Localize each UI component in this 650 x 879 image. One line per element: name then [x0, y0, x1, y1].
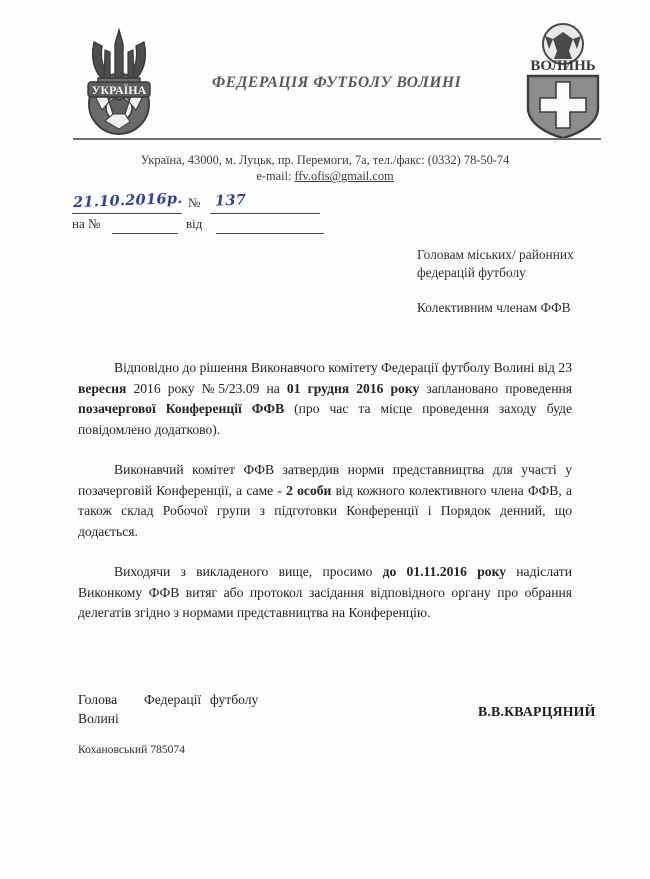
volyn-federation-logo-icon	[508, 22, 618, 140]
p2-part-a: Виконавчий комітет ФФВ затвердив норми представництва для участі у позачерговій Конференції, а саме -	[78, 462, 572, 498]
on-number-blank-line	[112, 233, 178, 234]
p1-bold-september: вересня	[78, 380, 127, 396]
contact-block	[60, 153, 590, 184]
letterhead	[0, 0, 650, 140]
outgoing-date-handwritten: 21.10.2016р.	[72, 189, 183, 212]
signatory-title-word-1: Голова	[78, 692, 118, 707]
signatory-title-line-2: Волині	[78, 711, 119, 726]
ukraine-logo-label: УКРАЇНА	[91, 83, 147, 97]
outgoing-number-handwritten: 137	[214, 191, 247, 210]
p3-bold-deadline: до 01.11.2016 року	[382, 564, 507, 579]
number-underline	[210, 213, 320, 214]
volyn-logo-label: ВОЛИНЬ	[530, 58, 596, 74]
number-symbol: №	[188, 195, 201, 210]
p3-part-c: надіслати Виконкому ФФВ витяг або протокол засідання відповідного органу про обрання делегатів згідно з нормами представництва на Конференцію.	[78, 564, 572, 620]
signatory-title-word-3: футболу	[210, 692, 259, 707]
p1-bold-conference: позачергової Конференції ФФВ	[78, 401, 285, 416]
document-executor: Кохановський 785074	[78, 743, 186, 756]
signatory-title-word-2: Федерації	[144, 692, 202, 707]
reference-block	[70, 189, 330, 236]
addressee-line-3: Колективним членам ФФВ	[417, 300, 571, 315]
signatory-title	[78, 690, 408, 728]
p1-bold-date: 01 грудня 2016 року	[286, 380, 420, 396]
email-label: e-mail:	[256, 169, 292, 183]
p2-part-c: від кожного колективного члена ФФВ, а також склад Робочої групи з підготовки Конференції і Порядок денний, що додається.	[78, 482, 572, 539]
p2-bold-quota: 2 особи	[286, 482, 332, 498]
paragraph-2	[78, 460, 572, 542]
email-address[interactable]: ffv.ofis@gmail.com	[294, 169, 394, 183]
organisation-title: ФЕДЕРАЦІЯ ФУТБОЛУ ВОЛИНІ	[212, 74, 462, 91]
reference-row-outgoing	[70, 189, 330, 214]
addressee-line-2: федерацій футболу	[417, 264, 526, 280]
on-number-label: на №	[72, 216, 101, 231]
ukraine-football-federation-logo-icon	[72, 26, 166, 138]
signatory-name: В.В.КВАРЦЯНИЙ	[478, 704, 596, 719]
from-label: від	[186, 216, 203, 231]
p3-part-a: Виходячи з викладеного вище, просимо	[114, 564, 383, 579]
addressee-block	[417, 246, 647, 317]
contact-email-line	[60, 169, 590, 184]
signature-area	[0, 660, 650, 790]
p1-part-a: Відповідно до рішення Виконавчого комітету Федерації футболу Волині від 23	[114, 360, 572, 375]
paragraph-1	[78, 358, 572, 440]
reference-row-incoming	[70, 216, 330, 236]
p1-part-e: заплановано проведення	[419, 380, 573, 396]
contact-address: Україна, 43000, м. Луцьк, пр. Перемоги, 7а, тел./факс: (0332) 78-50-74	[140, 153, 510, 167]
addressee-line-1: Головам міських/ районних	[417, 247, 574, 262]
p1-part-c: 2016 року №5/23.09 на	[126, 380, 287, 396]
from-blank-line	[216, 233, 324, 234]
header-divider	[73, 138, 601, 140]
p1-part-g: (про час та місце проведення заходу буде повідомлено додатково).	[78, 401, 572, 437]
paragraph-3	[78, 562, 572, 624]
letter-body	[78, 358, 572, 624]
date-underline	[72, 213, 182, 214]
